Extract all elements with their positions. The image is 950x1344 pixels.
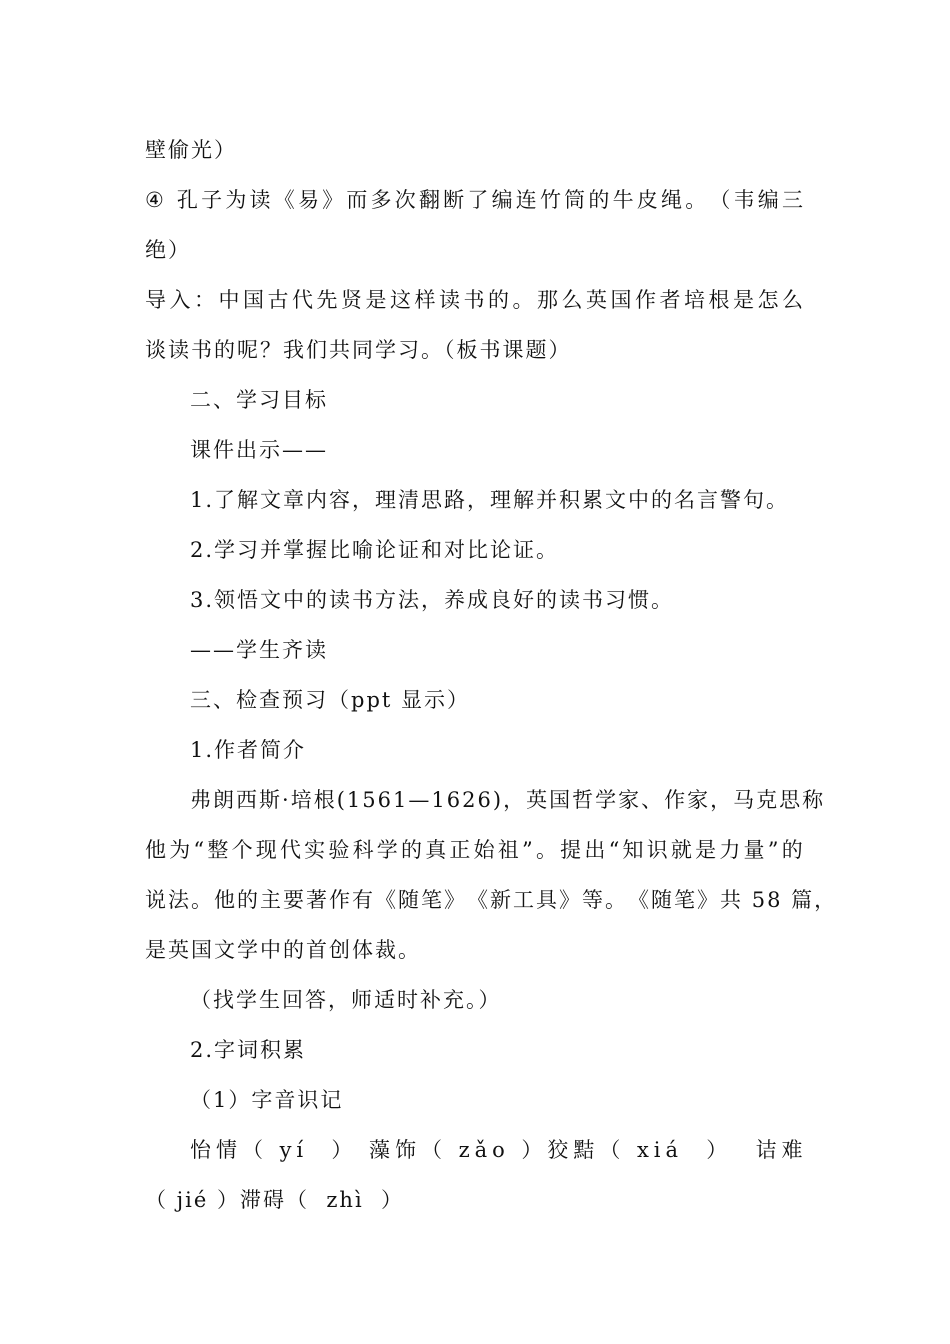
text-line: 怡 情 （ y í ） 藻 饰 （ z ǎ o ） 狡 黠 （ x i á ） 诘 难	[190, 1138, 805, 1162]
section-heading: 二、学习目标	[190, 388, 328, 412]
subsection-heading: 1.作者简介	[190, 738, 307, 762]
text-line: 壁偷光）	[145, 138, 237, 162]
text-line: 他 为 “ 整 个 现 代 实 验 科 学 的 真 正 始 祖 ” 。 提 出 “ 知 识 就 是 力 量 ” 的	[145, 838, 805, 862]
text-line: 绝）	[145, 238, 191, 262]
list-item: 3.领悟文中的读书方法，养成良好的读书习惯。	[190, 588, 675, 612]
text-line: 导 入 ： 中 国 古 代 先 贤 是 这 样 读 书 的 。 那 么 英 国 作 者 培 根 是 怎 么	[145, 288, 805, 312]
text-line: 弗 朗 西 斯 · 培 根 ( 1 5 6 1 — 1 6 2 6 ) ， 英 国 哲 学 家 、 作 家 ， 马 克 思 称	[190, 788, 826, 812]
text-line: 谈读书的呢？我们共同学习。（板书课题）	[145, 338, 572, 362]
section-heading: 三、检查预习（ppt 显示）	[190, 688, 470, 712]
text-line: 说 法 。 他 的 主 要 著 作 有 《 随 笔 》 《 新 工 具 》 等 。 《 随 笔 》 共 5 8 篇 ，	[145, 888, 838, 912]
text-line: 是英国文学中的首创体裁。	[145, 938, 421, 962]
subsection-heading: （1）字音识记	[190, 1088, 344, 1112]
subsection-heading: 2.字词积累	[190, 1038, 307, 1062]
text-line: （ jié ）滞碍（ zhì ）	[145, 1188, 405, 1212]
text-line: 课件出示——	[190, 438, 328, 462]
list-item: 1.了解文章内容，理清思路，理解并积累文中的名言警句。	[190, 488, 790, 512]
text-line: ④ 孔 子 为 读 《 易 》 而 多 次 翻 断 了 编 连 竹 筒 的 牛 皮 绳 。 （ 韦 编 三	[145, 188, 805, 212]
text-line: （找学生回答，师适时补充。）	[190, 988, 502, 1012]
text-line: ——学生齐读	[190, 638, 328, 662]
list-item: 2.学习并掌握比喻论证和对比论证。	[190, 538, 560, 562]
